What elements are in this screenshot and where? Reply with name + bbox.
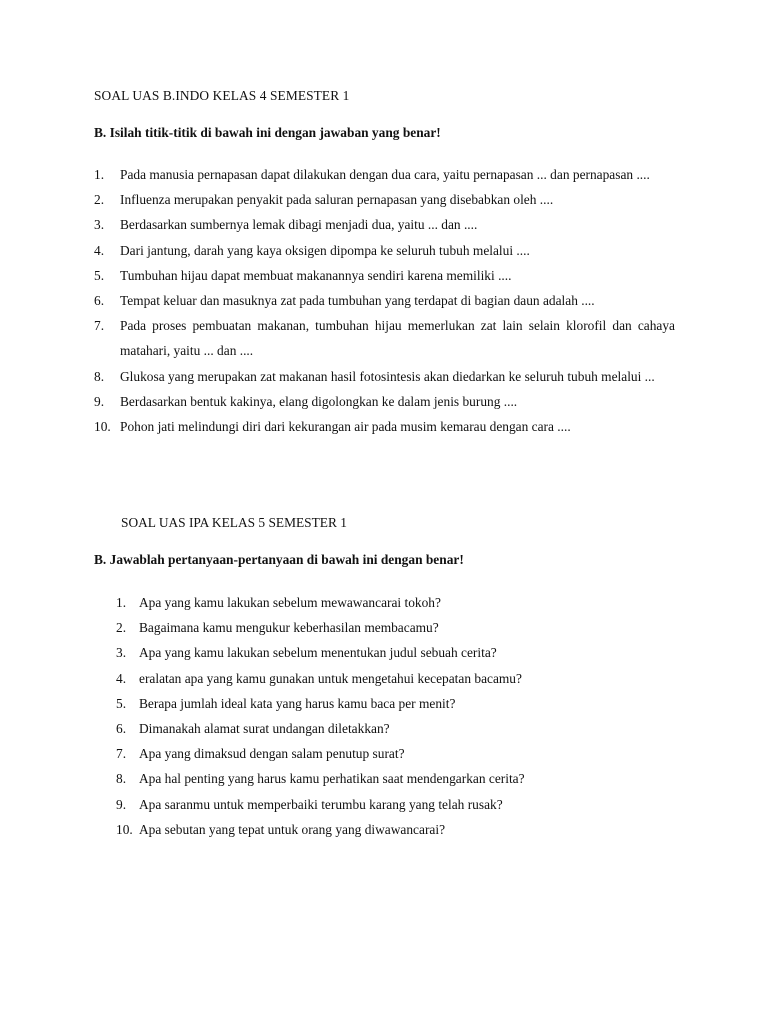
item-text: Apa yang dimaksud dengan salam penutup surat? <box>139 746 405 762</box>
item-number: 5. <box>94 267 105 283</box>
list-item <box>116 590 676 615</box>
item-number: 7. <box>116 746 127 762</box>
list-item <box>94 238 675 263</box>
item-number: 6. <box>94 293 105 309</box>
item-text: Pohon jati melindungi diri dari kekurangan air pada musim kemarau dengan cara .... <box>120 419 571 435</box>
item-number: 4. <box>116 670 127 686</box>
item-text: eralatan apa yang kamu gunakan untuk mengetahui kecepatan bacamu? <box>139 670 522 686</box>
item-number: 7. <box>94 318 105 334</box>
list-item <box>116 741 676 766</box>
item-number: 10. <box>94 419 111 435</box>
item-number: 8. <box>94 368 105 384</box>
section1-question-list <box>94 162 675 439</box>
item-text: Berdasarkan sumbernya lemak dibagi menjadi dua, yaitu ... dan .... <box>120 217 478 233</box>
item-text: Berdasarkan bentuk kakinya, elang digolongkan ke dalam jenis burung .... <box>120 393 518 409</box>
list-item <box>116 691 676 716</box>
item-number: 2. <box>116 620 127 636</box>
item-text: Tempat keluar dan masuknya zat pada tumbuhan yang terdapat di bagian daun adalah .... <box>120 293 595 309</box>
item-number: 2. <box>94 192 105 208</box>
item-number: 9. <box>94 393 105 409</box>
item-text: Bagaimana kamu mengukur keberhasilan membacamu? <box>139 620 439 636</box>
list-item <box>94 263 675 288</box>
item-number: 9. <box>116 796 127 812</box>
item-text: Tumbuhan hijau dapat membuat makanannya sendiri karena memiliki .... <box>120 267 512 283</box>
list-item <box>94 414 675 439</box>
item-text: Apa saranmu untuk memperbaiki terumbu karang yang telah rusak? <box>139 796 503 812</box>
item-number: 1. <box>116 595 127 610</box>
item-text: Pada proses pembuatan makanan, tumbuhan hijau memerlukan zat lain selain klorofil dan cahaya matahari, yaitu ... dan .... <box>120 318 675 359</box>
item-number: 3. <box>94 217 105 233</box>
section2-heading: B. Jawablah pertanyaan-pertanyaan di bawah ini dengan benar! <box>94 552 464 567</box>
list-item <box>94 187 675 212</box>
item-number: 3. <box>116 645 127 661</box>
section2-title: SOAL UAS IPA KELAS 5 SEMESTER 1 <box>121 515 347 530</box>
list-item <box>116 640 676 665</box>
item-number: 8. <box>116 771 127 787</box>
list-item <box>116 716 676 741</box>
item-text: Glukosa yang merupakan zat makanan hasil fotosintesis akan diedarkan ke seluruh tubuh melalui ... <box>120 368 655 384</box>
list-item <box>94 313 675 363</box>
list-item <box>94 364 675 389</box>
list-item <box>116 666 676 691</box>
section1-title: SOAL UAS B.INDO KELAS 4 SEMESTER 1 <box>94 88 350 103</box>
item-text: Dari jantung, darah yang kaya oksigen dipompa ke seluruh tubuh melalui .... <box>120 242 530 258</box>
list-item <box>94 212 675 237</box>
list-item <box>94 389 675 414</box>
section2-question-list <box>116 590 676 842</box>
item-text: Apa yang kamu lakukan sebelum menentukan judul sebuah cerita? <box>139 645 497 661</box>
item-number: 6. <box>116 721 127 737</box>
item-text: Apa yang kamu lakukan sebelum mewawancarai tokoh? <box>139 595 441 610</box>
list-item <box>116 615 676 640</box>
item-number: 5. <box>116 695 127 711</box>
item-number: 4. <box>94 242 105 258</box>
item-text: Influenza merupakan penyakit pada saluran pernapasan yang disebabkan oleh .... <box>120 192 554 208</box>
list-item <box>116 792 676 817</box>
list-item <box>116 817 676 842</box>
list-item <box>116 766 676 791</box>
list-item <box>94 162 675 187</box>
item-text: Pada manusia pernapasan dapat dilakukan dengan dua cara, yaitu pernapasan ... dan pernapasan .... <box>120 167 650 182</box>
item-text: Dimanakah alamat surat undangan diletakkan? <box>139 721 390 737</box>
item-text: Apa hal penting yang harus kamu perhatikan saat mendengarkan cerita? <box>139 771 525 787</box>
item-number: 10. <box>116 821 133 837</box>
section1-heading: B. Isilah titik-titik di bawah ini dengan jawaban yang benar! <box>94 125 441 140</box>
item-text: Berapa jumlah ideal kata yang harus kamu baca per menit? <box>139 695 456 711</box>
item-number: 1. <box>94 167 105 182</box>
list-item <box>94 288 675 313</box>
item-text: Apa sebutan yang tepat untuk orang yang diwawancarai? <box>139 821 446 837</box>
